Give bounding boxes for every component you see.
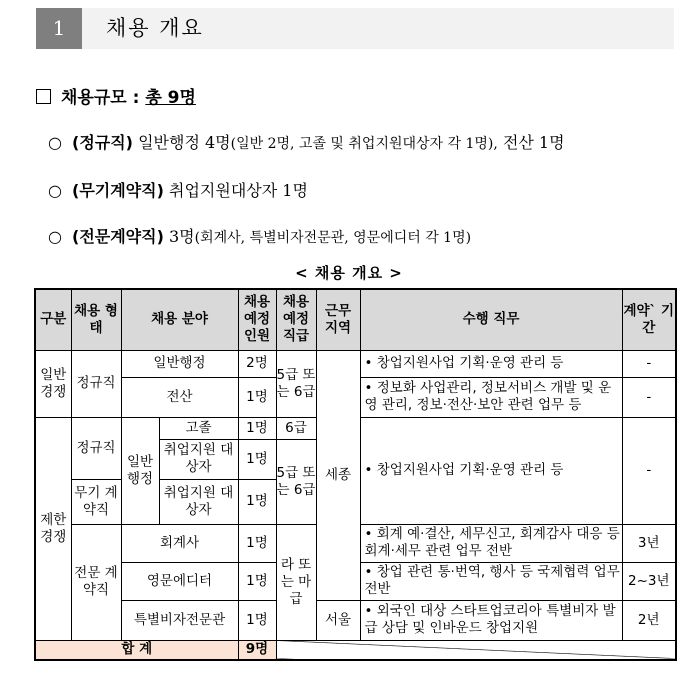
duty-cell: • 창업 관련 통·번역, 행사 등 국제협력 업무 전반	[360, 562, 622, 600]
table-row	[35, 350, 676, 377]
region-sejong: 세종	[316, 350, 360, 600]
field-cell: 회계사	[121, 524, 238, 562]
count-cell: 2명	[238, 350, 276, 377]
bullet-text: 취업지원대상자 1명	[169, 181, 308, 200]
field-cell: 고졸	[159, 417, 238, 439]
bullet-text: 3명	[169, 227, 195, 246]
bullet-tail: 전산 1명	[502, 133, 565, 152]
header-field: 채용 분야	[121, 289, 238, 350]
period-cell: -	[622, 350, 676, 377]
type-regular: 정규직	[71, 417, 121, 479]
header-employment-type: 채용 형태	[71, 289, 121, 350]
checkbox-square-icon	[36, 89, 51, 104]
header-period: 계약` 기간	[622, 289, 676, 350]
bullet-text: 일반행정 4명	[138, 133, 231, 152]
general-admin-cell: 일반 행정	[121, 417, 159, 524]
table-header-row	[35, 289, 676, 350]
bullet-permanent-contract	[48, 178, 308, 201]
grade-cell: 6급	[276, 417, 316, 439]
bullet-detail: (일반 2명, 고졸 및 취업지원대상자 각 1명),	[230, 136, 498, 152]
total-label: 합 계	[35, 640, 238, 660]
grade-cell: 라 또는 마급	[276, 524, 316, 640]
header-count: 채용 예정 인원	[238, 289, 276, 350]
section-title: 채용 개요	[106, 16, 204, 40]
circle-bullet-icon: ○	[48, 133, 62, 152]
grade-cell: 5급 또는 6급	[276, 439, 316, 524]
period-cell: 2년	[622, 600, 676, 640]
bullet-label: (전문계약직)	[72, 227, 164, 246]
header-region: 근무 지역	[316, 289, 360, 350]
total-count: 9명	[238, 640, 276, 660]
total-empty-diagonal	[276, 640, 676, 660]
section-header	[36, 8, 674, 49]
field-cell: 취업지원 대상자	[159, 439, 238, 479]
period-cell: -	[622, 417, 676, 524]
field-cell: 취업지원 대상자	[159, 479, 238, 524]
duty-cell: • 외국인 대상 스타트업코리아 특별비자 발급 상담 및 인바운드 창업지원	[360, 600, 622, 640]
field-cell: 전산	[121, 377, 238, 417]
scale-label: 채용규모 :	[61, 88, 140, 108]
field-cell: 영문에디터	[121, 562, 238, 600]
header-duty: 수행 직무	[360, 289, 622, 350]
group-restricted: 제한 경쟁	[35, 417, 71, 640]
type-regular: 정규직	[71, 350, 121, 417]
field-cell: 일반행정	[121, 350, 238, 377]
count-cell: 1명	[238, 524, 276, 562]
type-permanent-contract: 무기 계약직	[71, 479, 121, 524]
duty-cell: • 회계 예·결산, 세무신고, 회계감사 대응 등 회계·세무 관련 업무 전반	[360, 524, 622, 562]
type-specialist-contract: 전문 계약직	[71, 524, 121, 640]
bullet-specialist-contract	[48, 224, 471, 247]
count-cell: 1명	[238, 377, 276, 417]
count-cell: 1명	[238, 562, 276, 600]
count-cell: 1명	[238, 439, 276, 479]
scale-value: 총 9명	[145, 88, 196, 108]
duty-cell: • 정보화 사업관리, 정보서비스 개발 및 운영 관리, 정보·전산·보안 관련 업무 등	[360, 377, 622, 417]
circle-bullet-icon: ○	[48, 227, 62, 246]
table-caption: < 채용 개요 >	[295, 264, 403, 282]
header-category: 구분	[35, 289, 71, 350]
total-row	[35, 640, 676, 660]
bullet-label: (정규직)	[72, 133, 133, 152]
circle-bullet-icon: ○	[48, 181, 62, 200]
table-row	[35, 600, 676, 640]
period-cell: 2~3년	[622, 562, 676, 600]
count-cell: 1명	[238, 600, 276, 640]
header-grade: 채용 예정 직급	[276, 289, 316, 350]
bullet-regular	[48, 130, 565, 153]
bullet-label: (무기계약직)	[72, 181, 164, 200]
grade-cell: 5급 또는 6급	[276, 350, 316, 417]
count-cell: 1명	[238, 417, 276, 439]
region-seoul: 서울	[316, 600, 360, 640]
period-cell: -	[622, 377, 676, 417]
duty-cell: • 창업지원사업 기획·운영 관리 등	[360, 350, 622, 377]
duty-cell: • 창업지원사업 기획·운영 관리 등	[360, 417, 622, 524]
bullet-detail: (회계사, 특별비자전문관, 영문에디터 각 1명)	[194, 230, 472, 246]
count-cell: 1명	[238, 479, 276, 524]
recruitment-scale	[36, 83, 196, 108]
group-general: 일반 경쟁	[35, 350, 71, 417]
field-cell: 특별비자전문관	[121, 600, 238, 640]
period-cell: 3년	[622, 524, 676, 562]
recruitment-table	[34, 288, 677, 661]
section-number: 1	[36, 8, 82, 49]
